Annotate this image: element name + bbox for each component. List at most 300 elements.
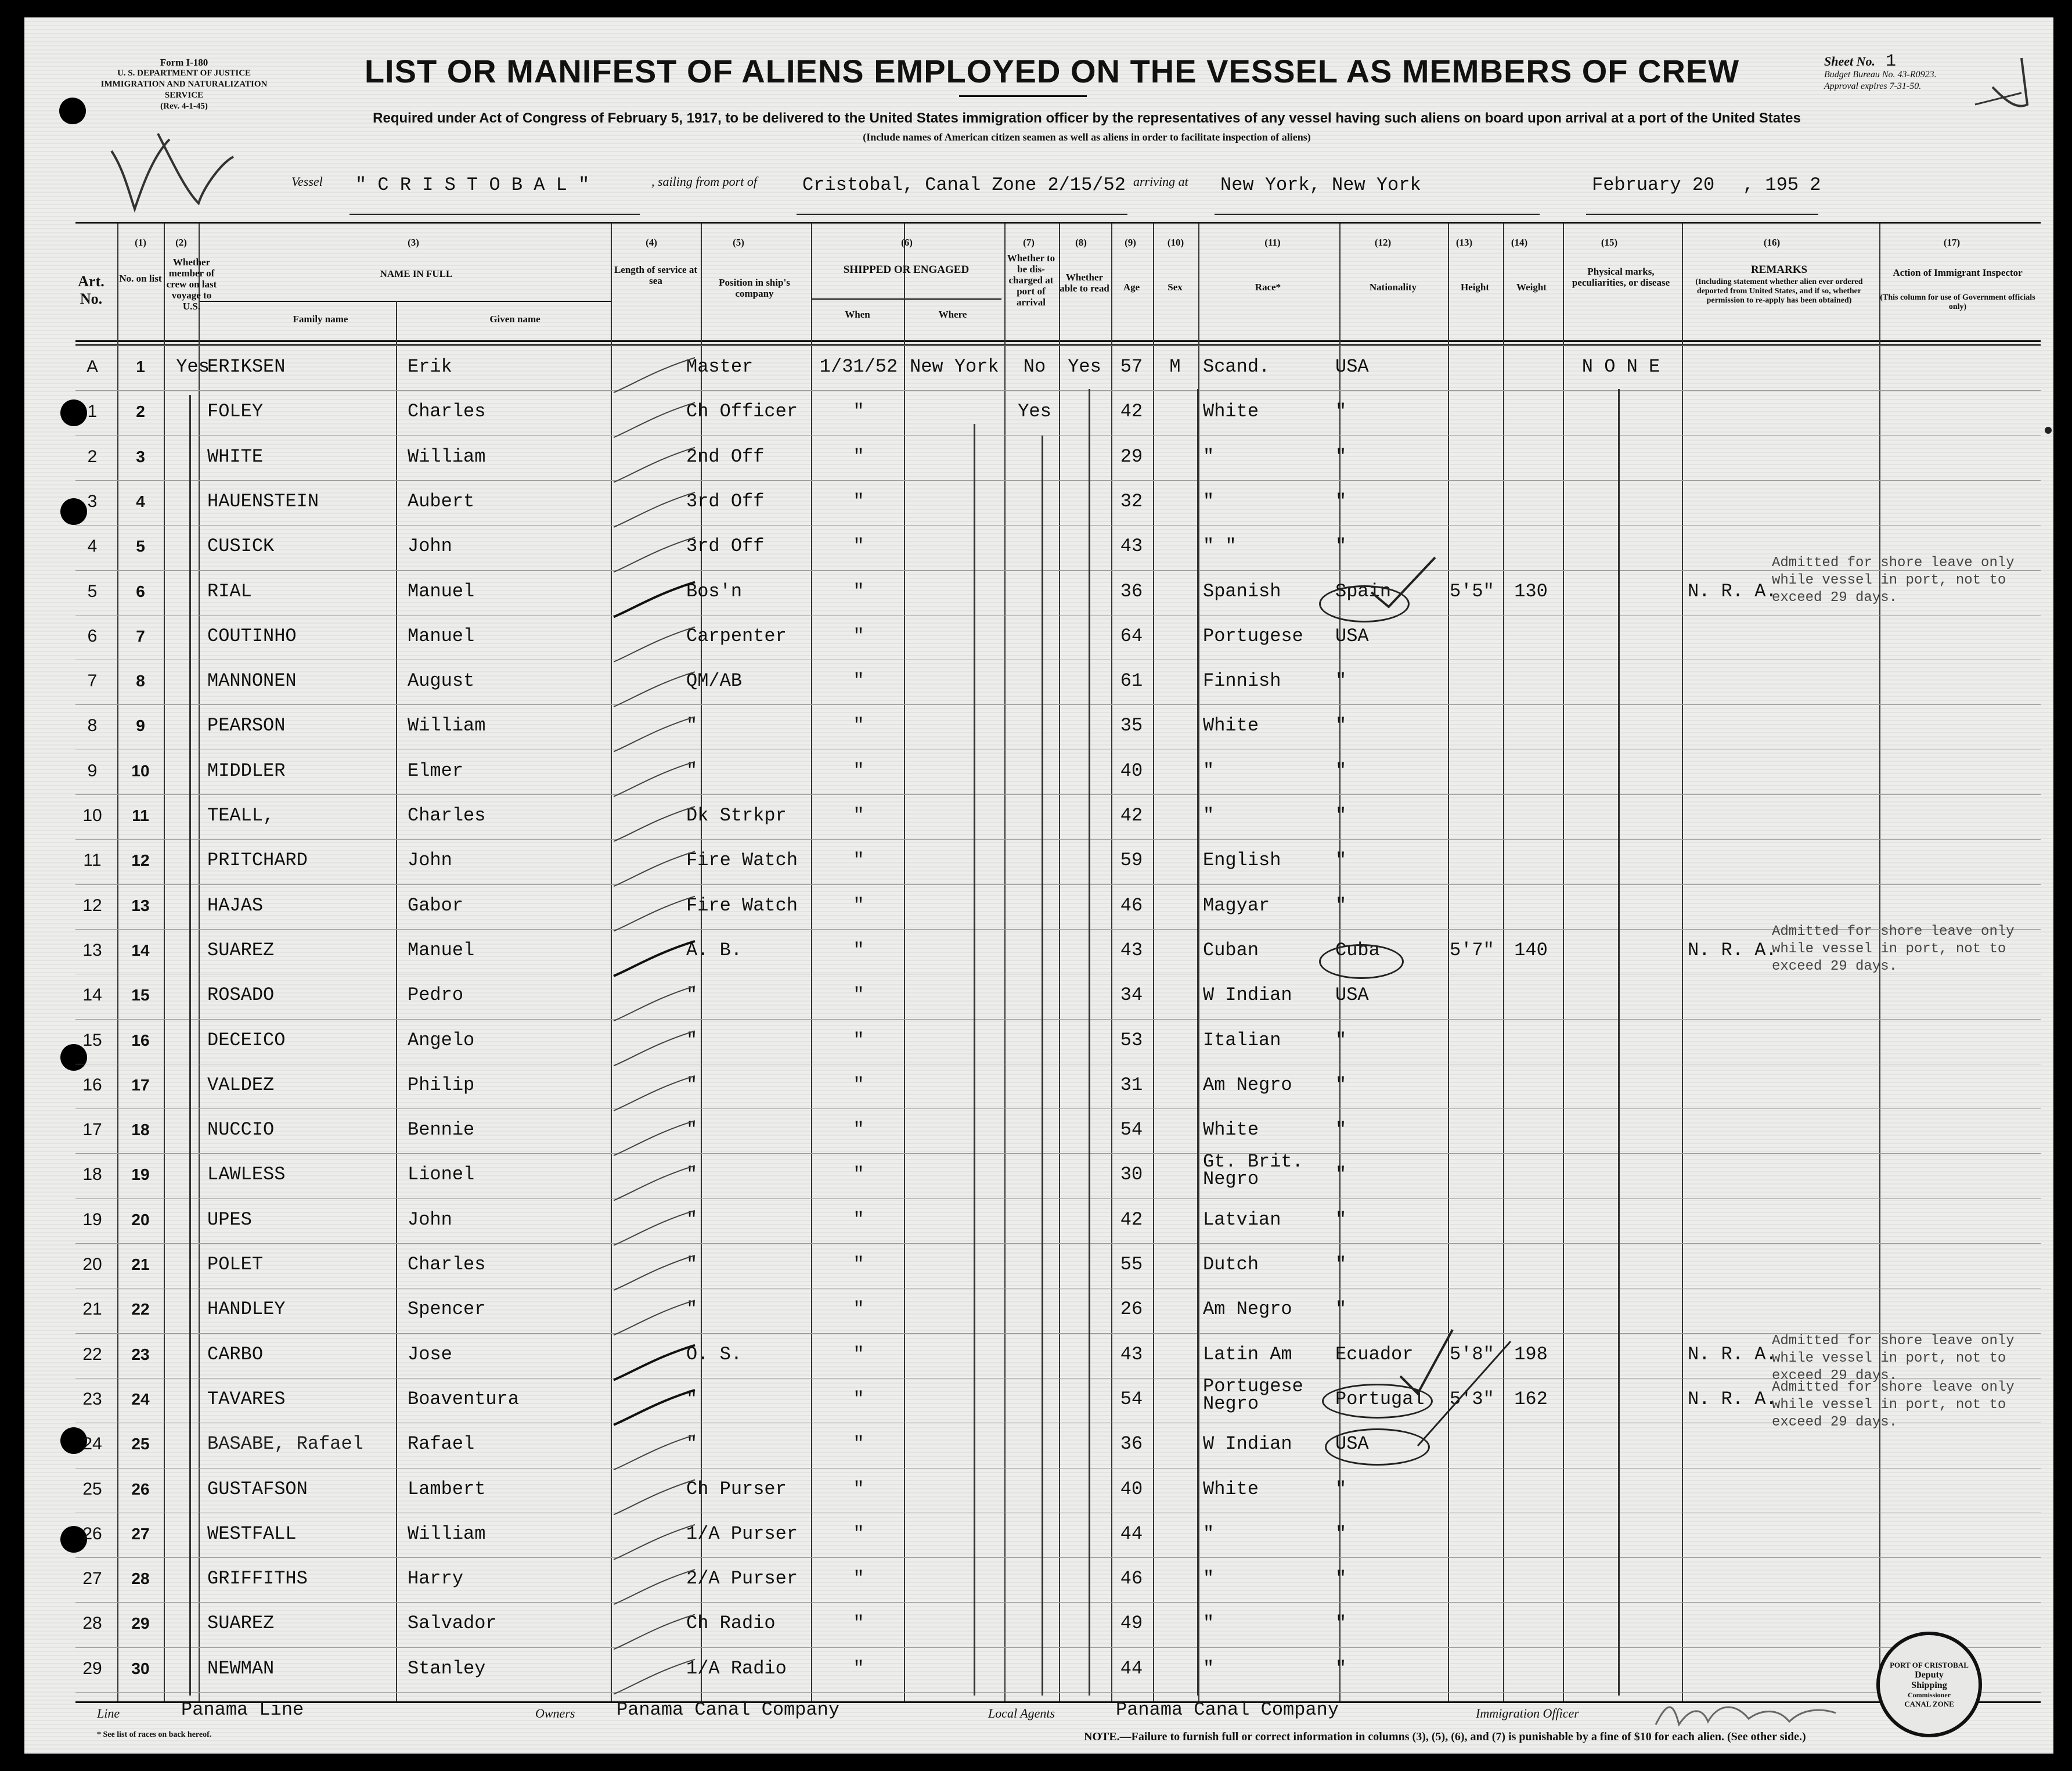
cell-family: HANDLEY [207,1298,286,1320]
service-stroke [614,1390,695,1425]
cell-family: UPES [207,1208,252,1230]
admitted-note-line: Admitted for shore leave only [1772,555,2015,571]
cell-given: Gabor [408,894,464,916]
cell-where: New York [910,356,999,377]
cell-no: 17 [131,1075,150,1094]
sailing-fill-line [797,214,1127,215]
admitted-note-line: exceed 29 days. [1772,590,1898,606]
cell-age: 46 [1120,894,1143,916]
cell-race: Gt. Brit. Negro [1203,1151,1303,1190]
cell-family: COUTINHO [207,625,297,647]
colnum-3: (3) [408,237,419,248]
service-stroke [614,1076,695,1111]
cell-nat: " [1335,759,1347,782]
where-ditto-stroke [974,424,975,1696]
colnum-11: (11) [1264,237,1281,248]
officer-signature-icon [1650,1690,1859,1736]
member-ditto-stroke [189,395,191,1696]
cell-nat: " [1335,1164,1347,1186]
cell-position: " [686,1298,698,1320]
cell-art: 27 [82,1569,102,1589]
header-art-no: Art. No. [78,273,104,307]
cell-race: English [1203,849,1281,872]
cell-given: Manuel [408,625,475,647]
cell-given: John [408,1208,452,1230]
header-nationality: Nationality [1369,282,1417,293]
cell-position: " [686,1388,698,1410]
cell-no: 26 [131,1480,150,1498]
cell-no: 2 [136,402,145,421]
cell-art: 7 [87,671,98,691]
cell-given: Rafael [408,1433,475,1455]
cell-position: " [686,1029,698,1051]
cell-race: W Indian [1203,1433,1292,1455]
approval-expiry: Approval expires 7-31-50. [1824,81,1922,91]
cell-no: 5 [136,537,145,556]
cell-nat: " [1335,1254,1347,1275]
cell-when: " [853,1568,864,1590]
cell-nat: " [1335,490,1347,512]
service-stroke [614,897,695,931]
row-rule [75,1647,2041,1648]
service-stroke [614,762,695,797]
row-rule [75,1153,2041,1154]
cell-position: 1/A Radio [686,1657,787,1679]
cell-when: " [853,670,864,692]
cell-art: 17 [82,1120,102,1140]
service-stroke [614,1345,695,1380]
cell-given: Salvador [408,1612,497,1635]
colnum-1: (1) [135,237,146,248]
admitted-note-line: while vessel in port, not to [1772,1351,2006,1366]
cell-family: SUAREZ [207,939,275,961]
shipped-subheader-rule [811,298,1001,300]
stamp-text: Shipping [1911,1680,1947,1690]
cell-race: " [1203,490,1215,512]
cell-position: A. B. [686,939,743,961]
cell-art: 3 [87,491,98,511]
cell-no: 11 [132,807,149,825]
cell-art: 12 [82,895,102,915]
sex-ditto-stroke [1197,389,1199,1696]
cell-family: TEALL, [207,805,275,826]
cristobal-port-stamp [1876,1632,1982,1737]
cell-family: NUCCIO [207,1119,275,1141]
cell-position: " [686,759,698,782]
cell-family: RIAL [207,580,252,602]
read-ditto-stroke [1089,389,1090,1696]
admitted-note-line: exceed 29 days. [1772,1368,1898,1384]
vessel-fill-line [349,214,640,215]
cell-race: Latvian [1203,1208,1281,1230]
cell-given: John [408,849,452,872]
cell-when: " [853,490,864,512]
cell-family: DECEICO [207,1029,286,1051]
cell-remark: N. R. A. [1688,939,1777,961]
cell-family: POLET [207,1254,264,1275]
cell-position: Bos'n [686,580,743,602]
arriving-fill-line [1215,214,1540,215]
cell-art: 1 [87,402,98,422]
cell-no: 10 [131,761,150,780]
colnum-16: (16) [1763,237,1781,248]
stamp-text: Commissioner [1908,1690,1951,1699]
cell-art: 15 [82,1030,102,1050]
cell-race: White [1203,1119,1259,1141]
row-rule [75,390,2041,391]
row-rule [75,1243,2041,1244]
cell-position: Carpenter [686,625,787,647]
admitted-note [1772,1379,2015,1431]
cell-nat: " [1335,1568,1347,1590]
cell-nat: " [1335,1208,1347,1230]
cell-art: 10 [82,806,102,825]
cell-race: Portugese [1203,625,1303,647]
cell-family: FOLEY [207,401,264,423]
form-revision: (Rev. 4-1-45) [160,102,208,111]
cell-age: 35 [1120,715,1143,737]
row-rule [75,345,2041,346]
cell-position: 3rd Off [686,490,765,512]
cell-age: 55 [1120,1254,1143,1275]
colnum-2: (2) [175,237,187,248]
cell-sex: M [1169,356,1181,377]
arriving-label: arriving at [1133,174,1188,189]
cell-no: 21 [131,1255,150,1273]
cell-art: 24 [82,1434,102,1454]
header-race: Race* [1255,282,1281,293]
cell-no: 23 [131,1345,150,1363]
cell-position: " [686,1208,698,1230]
manifest-sheet [24,17,2053,1754]
cell-given: Lambert [408,1478,486,1500]
cell-age: 40 [1120,1478,1143,1500]
admitted-note [1772,555,2015,607]
service-stroke [614,1614,695,1649]
table-top-rule [75,222,2041,224]
page-title: LIST OR MANIFEST OF ALIENS EMPLOYED ON THE VESSEL AS MEMBERS OF CREW [364,53,1740,89]
cell-position: " [686,1254,698,1275]
cell-race: Am Negro [1203,1074,1292,1096]
cell-family: GRIFFITHS [207,1568,308,1590]
column-divider [164,224,165,1701]
row-rule [75,1557,2041,1558]
cell-position: O. S. [686,1343,743,1365]
service-name: IMMIGRATION AND NATURALIZATION SERVICE [100,80,268,100]
row-rule [75,839,2041,840]
service-stroke [614,717,695,751]
cell-age: 32 [1120,490,1143,512]
cell-age: 36 [1120,580,1143,602]
service-stroke [614,941,695,976]
cell-when: " [853,1119,864,1141]
cell-disch: Yes [1018,401,1051,423]
title-underline [959,95,1087,97]
cell-position: 2/A Purser [686,1568,798,1590]
cell-age: 43 [1120,535,1143,557]
cell-race: " [1203,1657,1215,1679]
cell-age: 31 [1120,1074,1143,1096]
cell-given: Philip [408,1074,475,1096]
cell-age: 30 [1120,1164,1143,1186]
admitted-note-line: Admitted for shore leave only [1772,924,2015,940]
cell-remark: N. R. A. [1688,580,1777,602]
cell-height: 5'3" [1450,1388,1494,1410]
service-stroke [614,537,695,572]
name-subheader-rule [199,301,611,302]
manifest-date: February 20 [1592,174,1715,196]
edge-mark [2045,427,2052,434]
cell-nat: Spain [1335,580,1392,602]
cell-age: 42 [1120,401,1143,423]
admitted-note-line: while vessel in port, not to [1772,573,2006,588]
service-stroke [614,1480,695,1515]
cell-art: A [86,357,98,376]
colnum-17: (17) [1943,237,1961,248]
form-identification [88,57,280,112]
header-action-sub: (This column for use of Government officials only) [1880,293,2035,311]
cell-race: Magyar [1203,894,1270,916]
cell-family: PRITCHARD [207,849,308,872]
cell-when: " [853,1208,864,1230]
cell-age: 40 [1120,759,1143,782]
cell-given: Boaventura [408,1388,520,1410]
cell-art: 21 [82,1300,102,1319]
cell-given: Bennie [408,1119,475,1141]
service-stroke [614,1121,695,1156]
cell-given: Harry [408,1568,464,1590]
colnum-4: (4) [646,237,657,248]
cell-nat: USA [1335,625,1369,647]
date-fill-line [1586,214,1818,215]
cell-given: Charles [408,1254,486,1275]
length-service-strokes-icon [611,346,704,1699]
header-member-last-voyage: Whether member of crew on last voyage to U.S. [166,257,217,312]
cell-nat: " [1335,1298,1347,1320]
cell-age: 59 [1120,849,1143,872]
footer-officer-label: Immigration Officer [1476,1706,1579,1720]
sailing-port: Cristobal, Canal Zone 2/15/52 [802,174,1126,196]
cell-nat: " [1335,445,1347,467]
cell-when: " [853,894,864,916]
cell-when: " [853,1657,864,1679]
cell-art: 13 [82,940,102,960]
cell-no: 29 [131,1614,150,1633]
physical-ditto-stroke [1618,389,1620,1696]
row-rule [75,929,2041,930]
cell-family: CARBO [207,1343,264,1365]
sheet-info [1824,52,2033,92]
cell-age: 43 [1120,1343,1143,1365]
service-stroke [614,1660,695,1694]
cell-when: " [853,939,864,961]
cell-family: HAJAS [207,894,264,916]
cell-given: Charles [408,805,486,826]
cell-race: " [1203,805,1215,826]
cell-when: " [853,1478,864,1500]
header-shipped-engaged: SHIPPED OR ENGAGED [843,264,970,276]
cell-weight: 130 [1514,580,1548,602]
cell-given: Lionel [408,1164,475,1186]
cell-age: 43 [1120,939,1143,961]
cell-given: William [408,715,486,737]
cell-no: 20 [131,1210,150,1229]
row-rule [75,435,2041,436]
header-age: Age [1123,282,1140,293]
cell-family: CUSICK [207,535,275,557]
cell-when: " [853,1074,864,1096]
cell-given: Spencer [408,1298,486,1320]
header-sex: Sex [1167,282,1183,293]
cell-when: " [853,445,864,467]
cell-position: Ch Officer [686,401,798,423]
cell-no: 28 [131,1570,150,1588]
cell-art: 16 [82,1075,102,1095]
cell-art: 14 [82,985,102,1005]
colnum-7: (7) [1023,237,1035,248]
cell-art: 8 [87,716,98,736]
cell-race: Italian [1203,1029,1281,1051]
cell-nat: " [1335,1612,1347,1635]
check-mark-icon [1360,552,1447,610]
cell-weight: 140 [1514,939,1548,961]
cell-position: " [686,984,698,1006]
cell-member: Yes [176,356,210,377]
column-divider [199,224,200,1701]
service-stroke [614,582,695,617]
footer-owners-value: Panama Canal Company [617,1699,840,1720]
cell-family: PEARSON [207,715,286,737]
footer-owners-label: Owners [535,1706,575,1720]
cell-age: 61 [1120,670,1143,692]
cell-no: 24 [131,1390,150,1408]
cell-no: 13 [131,896,150,915]
cell-position: Dk Strkpr [686,805,787,826]
header-height: Height [1460,282,1490,293]
cell-when: " [853,1343,864,1365]
service-stroke [614,1435,695,1470]
header-family-name: Family name [293,314,348,325]
column-divider [1682,224,1683,1701]
cell-no: 7 [136,627,145,645]
cell-nat: Ecuador [1335,1343,1414,1365]
cell-nat: Portugal [1335,1388,1425,1410]
header-able-read: Whether able to read [1060,272,1109,294]
cell-family: VALDEZ [207,1074,275,1096]
admitted-note-line: exceed 29 days. [1772,959,1898,974]
service-stroke [614,402,695,437]
header-given-name: Given name [489,314,540,325]
cell-when: " [853,805,864,826]
header-discharged: Whether to be dis-charged at port of arrival [1007,253,1055,308]
cell-family: HAUENSTEIN [207,490,319,512]
row-rule [75,1019,2041,1020]
footer-line-label: Line [97,1706,120,1720]
header-action-inspector: Action of Immigrant Inspector [1893,267,2023,278]
sheet-label: Sheet No. [1824,54,1875,69]
cell-position: " [686,1119,698,1141]
header-no-on-list: No. on list [119,273,162,284]
cell-nat: " [1335,1522,1347,1545]
cell-nat: " [1335,1074,1347,1096]
cell-given: Angelo [408,1029,475,1051]
budget-bureau: Budget Bureau No. 43-R0923. [1824,70,1937,80]
cell-given: Manuel [408,939,475,961]
cell-family: ROSADO [207,984,275,1006]
cell-when: " [853,580,864,602]
column-divider [1153,224,1154,1701]
cell-no: 9 [136,717,145,735]
cell-age: 42 [1120,1208,1143,1230]
cell-given: John [408,535,452,557]
cell-no: 25 [131,1435,150,1453]
cell-given: Elmer [408,759,464,782]
cell-when: " [853,401,864,423]
cell-when: " [853,1388,864,1410]
row-rule [75,1198,2041,1199]
cell-race: " [1203,1568,1215,1590]
cell-position: " [686,1074,698,1096]
check-mark-icon [1383,1318,1522,1452]
header-remarks-sub: (Including statement whether alien ever ordered deported from United States, and if so, whether permission to re-apply has been obtained) [1695,278,1863,305]
colnum-13: (13) [1455,237,1473,248]
include-statement: (Include names of American citizen seamen as well as aliens in order to facilitate inspection of aliens) [863,131,1311,143]
cell-art: 22 [82,1344,102,1364]
cell-no: 4 [136,492,145,510]
cell-when: " [853,1522,864,1545]
footer-races-note: * See list of races on back hereof. [97,1730,212,1739]
sailing-label: , sailing from port of [651,174,757,189]
cell-art: 25 [82,1479,102,1499]
cell-position: 3rd Off [686,535,765,557]
cell-weight: 198 [1514,1343,1548,1365]
footer-agents-label: Local Agents [988,1706,1055,1720]
cell-family: MIDDLER [207,759,286,782]
cell-when: " [853,625,864,647]
cell-age: 54 [1120,1388,1143,1410]
colnum-6: (6) [901,237,913,248]
cell-no: 27 [131,1524,150,1543]
cell-nat: " [1335,1478,1347,1500]
cell-given: August [408,670,475,692]
row-rule [75,794,2041,795]
cell-when: " [853,1298,864,1320]
cell-race: Latin Am [1203,1343,1292,1365]
cell-nat: " [1335,1657,1347,1679]
cell-when: " [853,1029,864,1051]
cell-art: 18 [82,1165,102,1185]
cell-race: Spanish [1203,580,1281,602]
cell-art: 23 [82,1389,102,1409]
cell-no: 15 [131,986,150,1005]
cell-age: 26 [1120,1298,1143,1320]
column-divider [1563,224,1564,1701]
cell-art: 2 [87,447,98,466]
colnum-5: (5) [733,237,744,248]
cell-position: " [686,1433,698,1455]
cell-physical: N O N E [1581,356,1660,377]
cell-nat: " [1335,805,1347,826]
cell-position: 2nd Off [686,445,765,467]
sheet-number: 1 [1886,52,1897,71]
colnum-10: (10) [1167,237,1184,248]
cell-age: 53 [1120,1029,1143,1051]
footer-agents-value: Panama Canal Company [1116,1699,1339,1720]
cell-nat: " [1335,849,1347,872]
cell-nat: " [1335,715,1347,737]
cell-age: 36 [1120,1433,1143,1455]
row-rule [75,480,2041,481]
